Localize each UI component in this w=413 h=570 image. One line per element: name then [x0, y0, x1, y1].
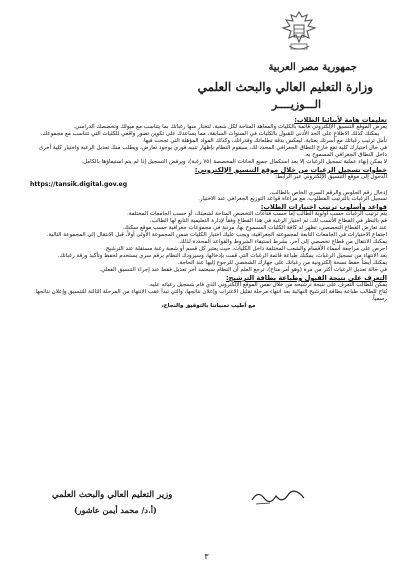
list-item: بعد الانتهاء من تسجيل الرغبات، يمكنك طباعة قائمة الرغبات التي قمت بإدخالها، وسيزودك النظام برقم سري يستخدم لحفظ وتأكيد ورقة رغباتك.	[57, 253, 387, 260]
page-number: ٣	[204, 552, 209, 561]
eagle-emblem-icon	[279, 8, 319, 56]
handwritten-signature-icon	[248, 486, 308, 508]
country-name: جمهورية مصر العربية	[268, 62, 357, 73]
list-item: يمكنك كذلك الاطلاع على الحد الأدنى للقبول بالكليات في السنوات السابقة، مما يساعدك على تكوين تصور واقعي للكليات التي تتناسب مع مجموعك.	[40, 130, 379, 137]
ministry-name: وزارة التعليم العالي والبحث العلمي	[197, 80, 373, 94]
tansik-link[interactable]: https://tansik.digital.gov.eg	[30, 180, 128, 188]
list-item: عند تعارض القطاع التخصصي، تظهر له كافة الكليات المسموح بها، مرتبة في مجموعات جغرافية حسب موقع سكنك.	[122, 225, 387, 232]
list-item: يمكنك الانتقال من قطاع تخصصي إلى آخر، بشرط استيفاء الشروط والقواعد المحددة لذلك.	[178, 239, 387, 246]
list-item: يُتاح للطالب طباعة بطاقة الترشيح النهائية بعد انتهاء مرحلة تقليل الاغتراب وإعلان نتائجها، والتي تبدأ عقب الانتهاء من المرحلة الثالثة للتنسيق وإعلان نتائجها رسمياً.	[35, 288, 387, 302]
list-item: في حالة تعديل الرغبات أكثر من مرة (وهو أمر متاح)، ترجع العلم أن النظام سيعتمد آخر تعديل فقط عند إجراء التنسيق الفعلي.	[99, 267, 387, 274]
list-item: يتم ترتيب الرغبات حسب أولوية الطالب إما حسب قناعات التخصص المتاحة لشعبتك، أو حسب الجامعات المختلفة.	[127, 211, 387, 218]
list-item: يمكنك أيضاً حفظ نسخة إلكترونية من رغباتك على جهازك الشخصي للرجوع إليها عند الحاجة.	[177, 260, 387, 267]
list-item: تسجيل الرغبات بالترتيب المطلوب، مع مراعاة قواعد التوزيع الجغرافي عند الاختيار.	[198, 196, 387, 203]
section-title-admission-result: التعرف على نتيجة القبول وطباعة بطاقة الترشيح:	[226, 273, 387, 282]
section-title-instructions: تعليمات هامة لأبنائنا الطلاب:	[294, 116, 387, 124]
list-item: يمكن للطالب التعرف على نتيجة ترشيحه من خلال نفس الموقع الإلكتروني الذي قام بتسجيل رغباته عليه.	[148, 281, 387, 288]
signature-title: وزير التعليم العالي والبحث العلمي	[52, 490, 173, 500]
list-item: احرص على مراجعة أسماء الأقسام والشعب المختلفة داخل الكليات، حيث يعتبر كل قسم أو شعبة رغبة مستقلة عند الترشيح.	[104, 246, 387, 253]
signature-name: (أ.د/ محمد أيمن عاشور)	[74, 505, 157, 515]
list-item: يعرض الموقع التنسيق الإلكتروني قائمة بالكليات والمعاهد المتاحة لكل شعبة، لتختار منها رغباتك بما يتناسب مع ميولك وتخصصك الدراسي.	[73, 123, 387, 130]
list-item: لا يمكن إنهاء عملية تسجيل الرغبات إلا بعد استكمال جميع الخانات المخصصة (٧٥ رغبة)، ويرفض التسجيل إذا لم يتم استيفاؤها بالكامل.	[81, 158, 387, 165]
list-item: في حال اختيارك كلية تقع خارج النطاق الجغرافي المحدد لك، سيقوم النظام بإظهار تنبيه فوري بوجود تعارض، ويطلب منك تعديل الرغبة واختيار كلية أخرى داخل النطاق الجغرافي المسموح به.	[38, 144, 387, 158]
closing-wishes: مع أطيب تمنياتنا بالتوفيق والنجاح،	[161, 302, 256, 309]
section-title-registration-steps: خطوات تسجيل الرغبات من خلال موقع التنسيق الإلكتروني:	[194, 165, 387, 174]
list-item: اجتماع الاختيارات في الجامعات التابعة لمجموعته الجغرافية، ويجب عليك اختيار الكليات ضمن المجموعة الأولى أولاً، قبل الانتقال إلى المجموعة التالية.	[46, 232, 387, 239]
list-item: إدخال رقم الجلوس والرقم السري الخاص بالطالب.	[269, 189, 387, 196]
document-body	[30, 116, 387, 310]
list-item: نأمل ترتيب رغباتك مع أسرتك بعناية، ليعكس بدقة تطلعاتك وقدراتك، وكذلك المواد المؤهلة التي تجحت فيها.	[142, 137, 387, 144]
list-item: الدخول إلى موقع التنسيق الإلكتروني عبر الرابط:	[275, 173, 387, 180]
list-item: قم بالنظر في القطاع الأنسب لك، ثم اختيار الرغبة في هذا القطاع وفقاً لإدارة التعليمية التابع لها الطالب.	[149, 218, 387, 225]
minister-title: الـــوزيــــر	[271, 98, 321, 111]
section-title-ranking-rules: قواعد وأسلوب ترتيب اختيارات الطلاب:	[260, 203, 387, 212]
